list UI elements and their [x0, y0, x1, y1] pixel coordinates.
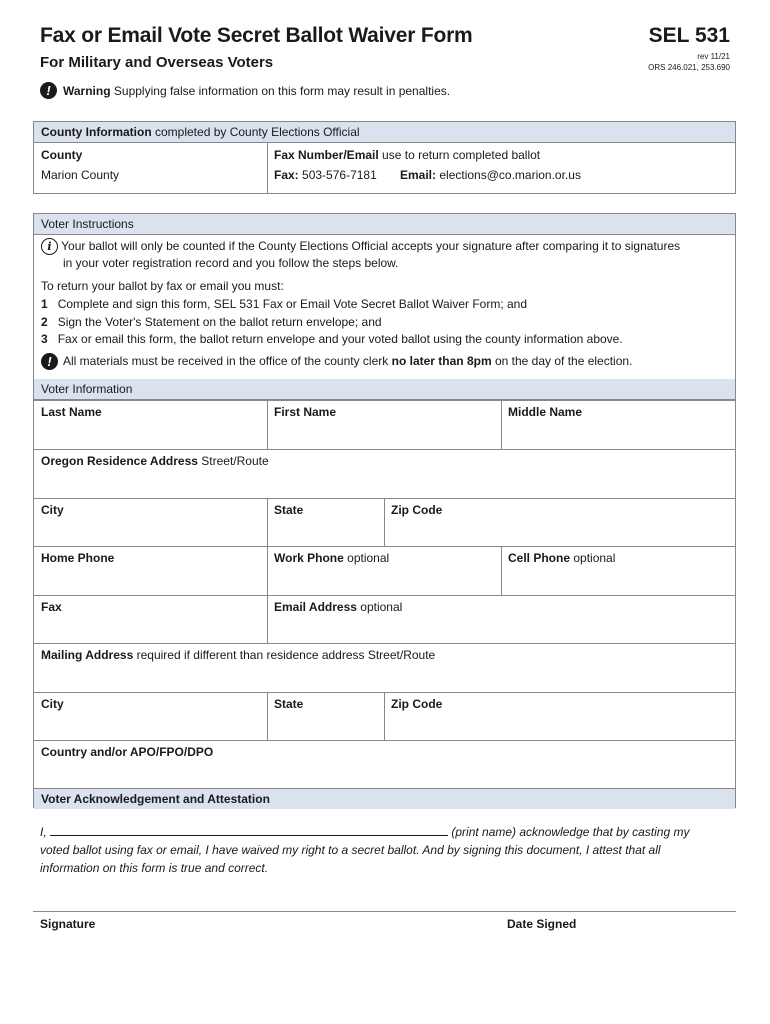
step-text: Sign the Voter's Statement on the ballot return envelope; and — [57, 315, 382, 329]
fax-email-row — [34, 595, 735, 644]
fax-email-heading — [274, 148, 540, 162]
warning-text: Supplying false information on this form may result in penalties. — [113, 83, 451, 98]
fax-email-label: Fax Number/Email — [274, 148, 379, 162]
form-statute: ORS 246.021, 253.690 — [648, 63, 730, 72]
work-phone-note: optional — [347, 551, 390, 565]
cell-phone-field[interactable] — [508, 551, 615, 565]
middle-name-field[interactable]: Middle Name — [508, 405, 583, 419]
attestation-prefix: I, — [40, 825, 47, 839]
country-row — [34, 740, 735, 789]
attestation-text — [40, 823, 730, 877]
email-label: Email: — [400, 168, 437, 182]
signature-line[interactable] — [33, 911, 736, 912]
fax-field[interactable]: Fax — [41, 600, 62, 614]
zip-field[interactable]: Zip Code — [391, 503, 443, 517]
exclamation-icon: ! — [41, 353, 58, 370]
form-title: Fax or Email Vote Secret Ballot Waiver Form — [40, 24, 473, 47]
mailing-label: Mailing Address — [41, 648, 134, 662]
residence-address-field[interactable] — [41, 454, 269, 468]
step-3 — [41, 331, 623, 348]
cell-phone-label: Cell Phone — [508, 551, 571, 565]
mailing-row — [34, 643, 735, 692]
phone-row — [34, 546, 735, 595]
deadline-post: on the day of the election. — [494, 354, 633, 368]
info-line-2: in your voter registration record and you follow the steps below. — [63, 256, 399, 270]
mailing-note: required if different than residence address Street/Route — [136, 648, 436, 662]
attestation-header — [34, 788, 735, 809]
mailing-address-field[interactable] — [41, 648, 435, 662]
attestation-line-2: voted ballot using fax or email, I have waived my right to a secret ballot. And by signing this document, I attest that all — [40, 843, 661, 857]
date-signed-label: Date Signed — [507, 917, 577, 931]
column-divider — [267, 693, 268, 741]
residence-note: Street/Route — [201, 454, 269, 468]
mailing-city-field[interactable]: City — [41, 697, 64, 711]
county-info-section — [33, 121, 736, 194]
fax-value: 503-576-7181 — [302, 168, 377, 182]
last-name-field[interactable]: Last Name — [41, 405, 102, 419]
step-text: Fax or email this form, the ballot return envelope and your voted ballot using the county information above. — [57, 332, 623, 346]
home-phone-field[interactable]: Home Phone — [41, 551, 115, 565]
form-code: SEL 531 — [648, 24, 730, 47]
county-info-header-rest: completed by County Elections Official — [155, 125, 360, 139]
info-line-1: Your ballot will only be counted if the County Elections Official accepts your signature after comparing it to signatures — [61, 239, 681, 253]
step-number: 2 — [41, 315, 48, 329]
step-text: Complete and sign this form, SEL 531 Fax or Email Vote Secret Ballot Waiver Form; and — [57, 297, 528, 311]
column-divider — [267, 401, 268, 449]
voter-info-header: Voter Information — [34, 379, 735, 400]
email-value[interactable]: elections@co.marion.or.us — [439, 168, 581, 182]
fax-email-rest: use to return completed ballot — [382, 148, 541, 162]
county-value: Marion County — [41, 168, 120, 182]
first-name-field[interactable]: First Name — [274, 405, 337, 419]
instructions-info — [41, 238, 731, 272]
form-subtitle: For Military and Overseas Voters — [40, 54, 274, 71]
email-address-label: Email Address — [274, 600, 357, 614]
print-name-field[interactable] — [50, 823, 448, 836]
column-divider — [267, 499, 268, 547]
column-divider — [267, 143, 268, 194]
signature-label: Signature — [40, 917, 96, 931]
warning-notice — [40, 82, 450, 99]
work-phone-label: Work Phone — [274, 551, 344, 565]
attestation-line-1: (print name) acknowledge that by casting my — [451, 825, 690, 839]
residence-label: Oregon Residence Address — [41, 454, 198, 468]
exclamation-icon: ! — [40, 82, 57, 99]
county-fax — [274, 168, 377, 182]
column-divider — [501, 401, 502, 449]
country-field[interactable]: Country and/or APO/FPO/DPO — [41, 745, 214, 759]
step-1 — [41, 296, 527, 313]
column-divider — [267, 547, 268, 595]
mailing-zip-field[interactable]: Zip Code — [391, 697, 443, 711]
county-label: County — [41, 148, 83, 162]
state-field[interactable]: State — [274, 503, 304, 517]
column-divider — [501, 547, 502, 595]
county-info-header — [34, 122, 735, 143]
voter-section — [33, 213, 736, 808]
email-address-note: optional — [360, 600, 403, 614]
city-row — [34, 498, 735, 547]
mailing-city-row — [34, 692, 735, 741]
column-divider — [384, 499, 385, 547]
column-divider — [384, 693, 385, 741]
name-row — [34, 400, 735, 449]
column-divider — [267, 596, 268, 644]
city-field[interactable]: City — [41, 503, 64, 517]
deadline-pre: All materials must be received in the office of the county clerk — [63, 354, 389, 368]
deadline-bold: no later than 8pm — [391, 354, 492, 368]
info-icon: i — [41, 238, 58, 255]
instructions-intro: To return your ballot by fax or email you must: — [41, 279, 284, 293]
deadline-notice — [41, 353, 632, 370]
voter-instructions-header: Voter Instructions — [34, 214, 735, 235]
work-phone-field[interactable] — [274, 551, 389, 565]
email-address-field[interactable] — [274, 600, 402, 614]
residence-row — [34, 449, 735, 498]
mailing-state-field[interactable]: State — [274, 697, 304, 711]
county-email — [400, 168, 581, 182]
step-number: 3 — [41, 332, 48, 346]
step-2 — [41, 314, 382, 331]
attestation-line-3: information on this form is true and correct. — [40, 861, 269, 875]
step-number: 1 — [41, 297, 48, 311]
fax-label: Fax: — [274, 168, 299, 182]
warning-label: Warning — [63, 83, 111, 98]
form-revision: rev 11/21 — [697, 52, 730, 61]
cell-phone-note: optional — [573, 551, 616, 565]
county-info-header-bold: County Information — [41, 125, 152, 139]
attestation-header-label: Voter Acknowledgement and Attestation — [41, 792, 270, 806]
